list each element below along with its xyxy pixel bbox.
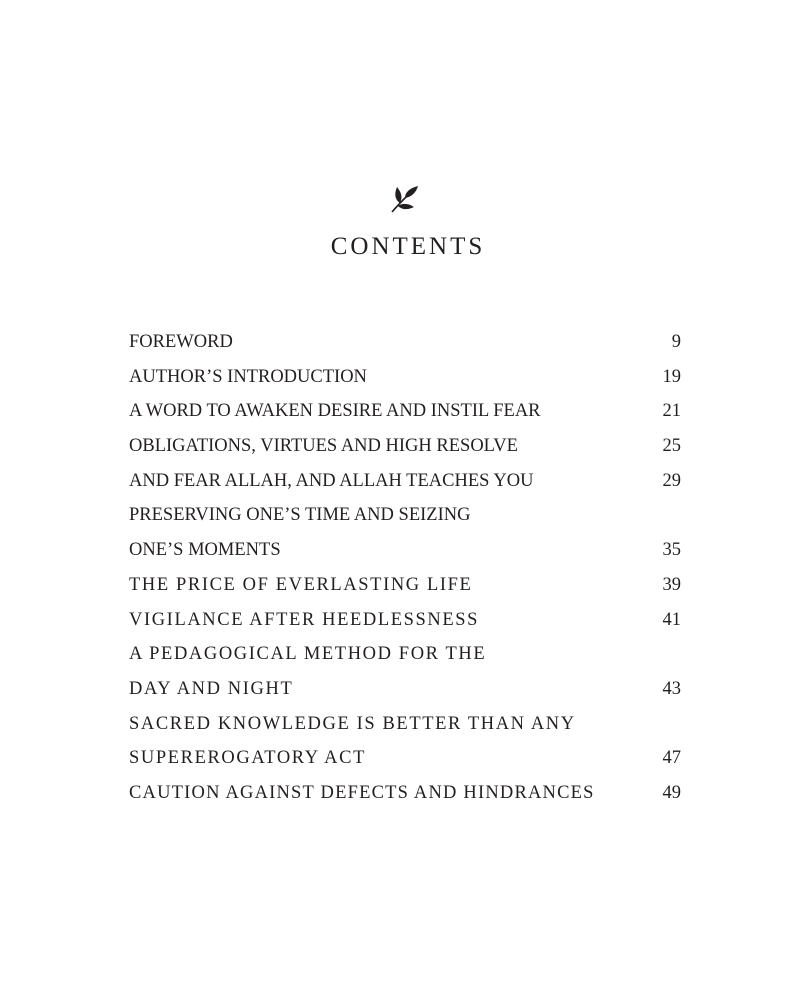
toc-entry-label: VIGILANCE AFTER HEEDLESSNESS (129, 609, 480, 630)
toc-entry-page: 43 (662, 678, 681, 699)
toc-entry[interactable] (129, 603, 681, 638)
toc-entry-label: PRESERVING ONE’S TIME AND SEIZING (129, 505, 471, 526)
toc-entry[interactable] (129, 498, 681, 533)
toc-entry[interactable] (129, 568, 681, 603)
toc-entry-label: A WORD TO AWAKEN DESIRE AND INSTIL FEAR (129, 401, 541, 422)
toc-entry-page: 35 (662, 540, 681, 561)
toc-entry[interactable] (129, 637, 681, 672)
toc-entry-label: AUTHOR’S INTRODUCTION (129, 366, 367, 387)
toc-entry-page: 19 (662, 366, 681, 387)
leaf-ornament-icon (388, 184, 420, 214)
toc-entry-label: OBLIGATIONS, VIRTUES AND HIGH RESOLVE (129, 436, 518, 457)
toc-entry-label: SUPEREROGATORY ACT (129, 748, 366, 769)
toc-entry-label: THE PRICE OF EVERLASTING LIFE (129, 574, 473, 595)
toc-entry[interactable] (129, 360, 681, 395)
toc-entry[interactable] (129, 741, 681, 776)
toc-entry[interactable] (129, 776, 681, 811)
toc-entry-page: 39 (662, 574, 681, 595)
toc-entry[interactable] (129, 707, 681, 742)
toc-entry[interactable] (129, 325, 681, 360)
toc-entry-label: CAUTION AGAINST DEFECTS AND HINDRANCES (129, 782, 595, 803)
toc-entry[interactable] (129, 394, 681, 429)
toc-entry-label: DAY AND NIGHT (129, 678, 294, 699)
toc-entry-page: 9 (671, 332, 681, 352)
toc-entry[interactable] (129, 533, 681, 568)
toc-entry-label: A PEDAGOGICAL METHOD FOR THE (129, 644, 487, 665)
page-title: CONTENTS (330, 233, 486, 260)
toc-entry-page: 29 (662, 470, 681, 491)
toc-entry-label: SACRED KNOWLEDGE IS BETTER THAN ANY (129, 713, 576, 734)
toc-entry-page: 25 (662, 436, 681, 457)
toc-entry-page: 47 (662, 748, 681, 769)
toc-entry-label: FOREWORD (129, 332, 233, 352)
toc-entry[interactable] (129, 429, 681, 464)
toc-entry-page: 41 (662, 609, 681, 630)
toc-entry[interactable] (129, 464, 681, 499)
toc-entry-page: 49 (662, 782, 681, 803)
table-of-contents (129, 325, 681, 811)
toc-entry[interactable] (129, 672, 681, 707)
toc-entry-label: ONE’S MOMENTS (129, 540, 281, 561)
toc-entry-label: AND FEAR ALLAH, AND ALLAH TEACHES YOU (129, 470, 534, 491)
toc-entry-page: 21 (662, 401, 681, 422)
